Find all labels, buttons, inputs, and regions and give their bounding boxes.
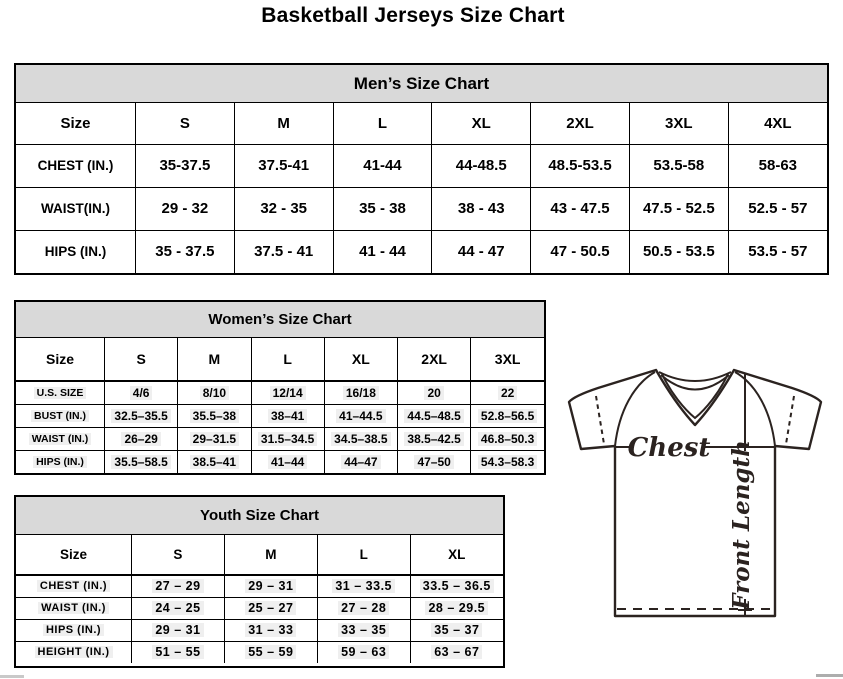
size-value-text: 51 – 55 [152,645,203,659]
size-value-text: 35 - 37.5 [155,243,215,261]
size-value [531,230,630,273]
size-value-text: 8/10 [200,386,229,400]
size-value [132,619,225,641]
jersey-outline [569,370,821,616]
column-header-text: Size [60,114,91,132]
size-value-text: 38 - 43 [457,200,505,217]
size-value [333,187,432,230]
size-value [629,144,728,187]
size-value [234,187,333,230]
row-label [16,450,105,473]
column-header-text: Size [45,351,74,367]
column-header-text: 3XL [665,114,693,132]
size-value-text: 29 - 32 [161,200,209,217]
size-value [471,381,544,404]
size-value [224,619,317,641]
size-value-text: 44 - 47 [457,243,505,261]
size-value-text: 41-44 [363,157,402,174]
table-row [16,641,503,663]
size-value [728,144,827,187]
table-row [16,575,503,597]
size-value [251,427,324,450]
size-value-text: 44.5–48.5 [404,409,463,423]
size-value [317,641,410,663]
column-header [105,338,178,381]
size-value-text: 47–50 [414,455,453,469]
column-header [410,535,503,575]
column-header [136,103,235,144]
size-value-text: 58-63 [758,157,798,174]
column-header-text: 2XL [566,114,594,132]
size-value [629,187,728,230]
size-value [224,641,317,663]
size-value-text: 29 – 31 [152,623,203,637]
column-header-text: 3XL [494,351,521,367]
size-value [132,597,225,619]
size-value-text: 50.5 - 53.5 [642,243,715,261]
row-label-text: BUST (IN.) [31,410,89,422]
size-value [629,230,728,273]
size-value [410,597,503,619]
size-value-text: 38–41 [268,409,307,423]
size-value [178,404,251,427]
column-header-text: 2XL [421,351,447,367]
size-value [105,404,178,427]
size-value-text: 48.5-53.5 [548,157,612,174]
column-header [224,535,317,575]
row-label [16,575,132,597]
size-value [398,404,471,427]
womens-size-chart [14,300,546,475]
row-label [16,230,136,273]
size-value-text: 35.5–38 [190,409,239,423]
row-label-text: HIPS (IN.) [44,244,107,260]
size-value-text: 26–29 [121,432,160,446]
size-value [317,619,410,641]
size-value-text: 47.5 - 52.5 [642,200,715,217]
column-header-text: S [179,114,190,132]
front-length-measure-label: Front Length [728,440,755,610]
size-value [251,450,324,473]
size-value-text: 29 – 31 [245,579,296,593]
size-value-text: 41–44.5 [336,409,385,423]
column-header [251,338,324,381]
column-header [398,338,471,381]
table-row [16,187,827,230]
row-label-text: WAIST (IN.) [29,433,92,445]
size-value [333,144,432,187]
size-value [132,575,225,597]
column-header [432,103,531,144]
size-value [324,381,397,404]
column-header [16,535,132,575]
size-value [432,144,531,187]
table-row [16,597,503,619]
size-value-text: 43 - 47.5 [550,200,610,217]
size-value [178,427,251,450]
size-value-text: 4/6 [130,386,153,400]
size-value-text: 44–47 [341,455,380,469]
size-value [105,381,178,404]
table-row [16,404,544,427]
size-value-text: 38.5–42.5 [404,432,463,446]
size-value [324,404,397,427]
size-value-text: 63 – 67 [431,645,482,659]
size-value-text: 33.5 – 36.5 [420,579,494,593]
column-header [324,338,397,381]
size-value [224,575,317,597]
size-value-text: 28 – 29.5 [425,601,488,615]
header-row [16,338,544,381]
column-header-text: XL [471,114,491,132]
chest-measure-label: Chest [627,433,711,463]
size-value [178,381,251,404]
size-value-text: 33 – 35 [338,623,389,637]
scrollbar-fragment-left [0,675,24,678]
size-value-text: 38.5–41 [190,455,239,469]
row-label-text: HIPS (IN.) [43,624,104,636]
column-header-text: M [277,114,290,132]
size-value [234,230,333,273]
header-row [16,103,827,144]
size-value [432,187,531,230]
size-value [398,381,471,404]
size-value-text: 12/14 [270,386,306,400]
column-header [16,103,136,144]
youth-table-title: Youth Size Chart [16,497,503,535]
size-value [136,187,235,230]
size-value [471,427,544,450]
size-value [471,404,544,427]
row-label-text: WAIST(IN.) [41,201,110,216]
size-value-text: 35.5–58.5 [111,455,170,469]
size-value-text: 22 [498,386,517,400]
size-value [471,450,544,473]
row-label-text: U.S. SIZE [34,387,87,399]
column-header-text: L [283,351,292,367]
row-label-text: HEIGHT (IN.) [35,646,113,658]
size-value-text: 41–44 [268,455,307,469]
size-value [178,450,251,473]
table-row [16,427,544,450]
column-header [317,535,410,575]
row-label-text: HIPS (IN.) [33,456,87,468]
column-header-text: XL [351,351,370,367]
table-row [16,619,503,641]
size-value [224,597,317,619]
size-value-text: 59 – 63 [338,645,389,659]
womens-table [16,338,544,473]
mens-table [16,103,827,273]
size-value [251,381,324,404]
size-value-text: 20 [424,386,443,400]
size-value-text: 35-37.5 [159,157,211,174]
column-header-text: S [136,351,146,367]
size-value [410,619,503,641]
row-label [16,597,132,619]
column-header [333,103,432,144]
size-value-text: 35 - 38 [359,200,406,217]
size-value [251,404,324,427]
table-row [16,450,544,473]
size-value-text: 53.5 - 57 [748,243,808,261]
column-header [531,103,630,144]
size-value-text: 37.5 - 41 [254,243,314,261]
size-value-text: 52.8–56.5 [478,409,537,423]
column-header [234,103,333,144]
size-value [531,187,630,230]
size-value-text: 41 - 44 [359,243,406,261]
column-header-text: 4XL [764,114,792,132]
header-row [16,535,503,575]
size-value [105,427,178,450]
size-value-text: 34.5–38.5 [331,432,390,446]
size-value-text: 46.8–50.3 [478,432,537,446]
row-label [16,381,105,404]
column-header-text: M [265,547,277,562]
row-label [16,144,136,187]
column-header-text: XL [448,547,466,562]
table-row [16,381,544,404]
youth-size-chart [14,495,505,668]
size-value-text: 44-48.5 [455,157,507,174]
size-value-text: 31 – 33 [245,623,296,637]
size-value [410,641,503,663]
size-value-text: 27 – 28 [338,601,389,615]
size-value-text: 54.3–58.3 [478,455,537,469]
row-label-text: CHEST (IN.) [37,158,114,173]
collar-back-arc [659,372,731,381]
size-value [410,575,503,597]
column-header-text: M [208,351,221,367]
size-value-text: 47 - 50.5 [550,243,610,261]
page-title: Basketball Jerseys Size Chart [261,4,565,27]
row-label [16,641,132,663]
table-row [16,144,827,187]
column-header [16,338,105,381]
size-value-text: 16/18 [343,386,379,400]
row-label-text: CHEST (IN.) [37,580,110,592]
size-value-text: 52.5 - 57 [748,200,808,217]
column-header [629,103,728,144]
size-value-text: 27 – 29 [152,579,203,593]
size-value [324,450,397,473]
size-value-text: 32.5–35.5 [111,409,170,423]
row-label [16,404,105,427]
column-header-text: Size [59,547,87,562]
size-value [317,597,410,619]
column-header [471,338,544,381]
scrollbar-fragment-right [816,674,843,677]
size-value [531,144,630,187]
column-header [132,535,225,575]
womens-table-title: Women’s Size Chart [16,302,544,338]
row-label-text: WAIST (IN.) [38,602,109,614]
mens-size-chart [14,63,829,275]
size-value [105,450,178,473]
size-value [398,427,471,450]
size-value-text: 35 – 37 [431,623,482,637]
mens-table-title: Men’s Size Chart [16,65,827,103]
row-label [16,619,132,641]
size-value [333,230,432,273]
size-value-text: 37.5-41 [258,157,310,174]
size-value-text: 55 – 59 [245,645,296,659]
jersey-measurement-diagram [558,363,843,625]
youth-table [16,535,503,663]
size-value-text: 29–31.5 [190,432,239,446]
size-value-text: 32 - 35 [260,200,308,217]
size-value [324,427,397,450]
row-label [16,427,105,450]
column-header [728,103,827,144]
size-value [728,230,827,273]
size-value-text: 53.5-58 [653,157,705,174]
column-header-text: S [173,547,183,562]
column-header-text: L [377,114,388,132]
size-value-text: 31 – 33.5 [332,579,395,593]
column-header [178,338,251,381]
row-label [16,187,136,230]
size-value [398,450,471,473]
size-value-text: 25 – 27 [245,601,296,615]
size-value [132,641,225,663]
size-value [234,144,333,187]
size-value [432,230,531,273]
size-value [136,230,235,273]
size-value [728,187,827,230]
table-row [16,230,827,273]
size-value [317,575,410,597]
size-value-text: 24 – 25 [152,601,203,615]
column-header-text: L [359,547,368,562]
size-value-text: 31.5–34.5 [258,432,317,446]
size-value [136,144,235,187]
